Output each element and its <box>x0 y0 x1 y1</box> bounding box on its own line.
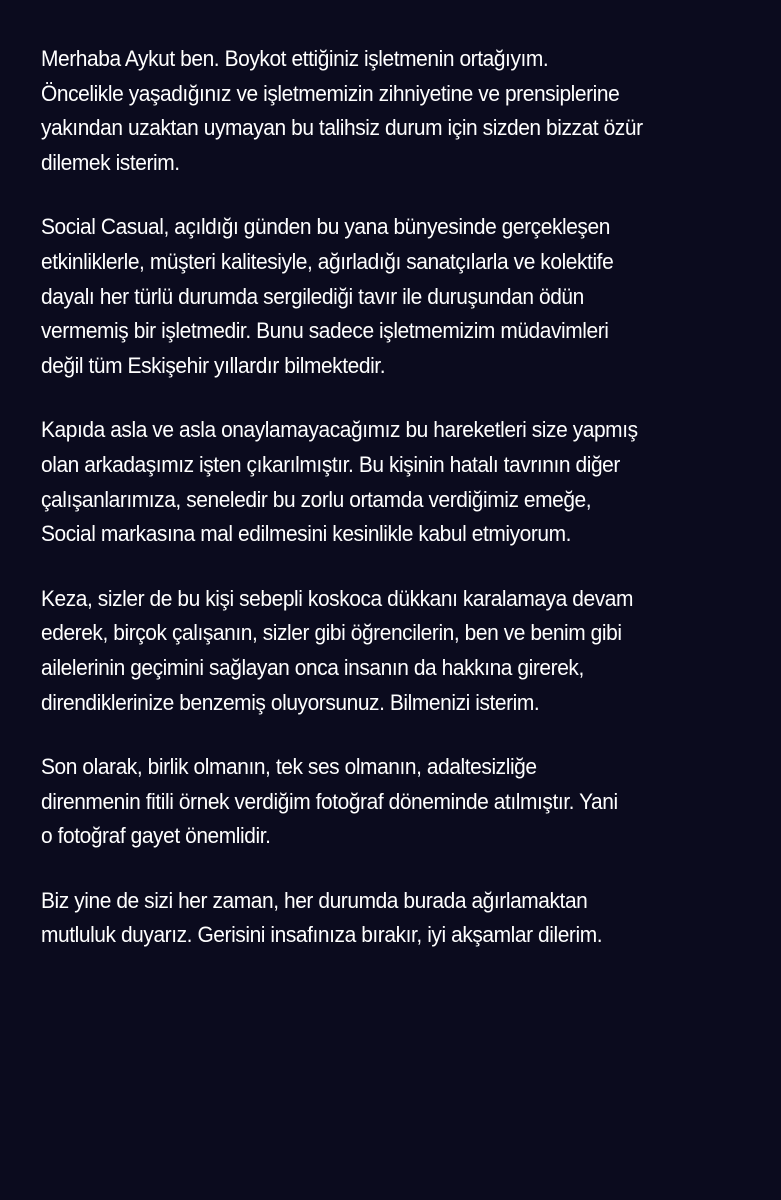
text-line: ederek, birçok çalışanın, sizler gibi öğrencilerin, ben ve benim gibi <box>41 620 622 646</box>
paragraph-intro <box>41 42 751 180</box>
text-line: Social markasına mal edilmesini kesinlikle kabul etmiyorum. <box>41 521 572 547</box>
text-line: Keza, sizler de bu kişi sebepli koskoca dükkanı karalamaya devam <box>41 585 633 611</box>
text-line: mutluluk duyarız. Gerisini insafınıza bırakır, iyi akşamlar dilerim. <box>41 922 603 948</box>
text-line: o fotoğraf gayet önemlidir. <box>41 823 271 849</box>
text-line: vermemiş bir işletmedir. Bunu sadece işletmemizim müdavimleri <box>41 318 609 344</box>
paragraph-boycott-response <box>41 582 751 720</box>
paragraph-employee-dismissed <box>41 413 751 551</box>
text-line: yakından uzaktan uymayan bu talihsiz durum için sizden bizzat özür <box>41 115 643 141</box>
text-line: çalışanlarımıza, seneledir bu zorlu ortamda verdiğimiz emeğe, <box>41 486 592 512</box>
text-line: Kapıda asla ve asla onaylamayacağımız bu hareketleri size yapmış <box>41 417 638 443</box>
text-line: olan arkadaşımız işten çıkarılmıştır. Bu kişinin hatalı tavrının diğer <box>41 451 620 477</box>
text-line: Merhaba Aykut ben. Boykot ettiğiniz işletmenin ortağıyım. <box>41 46 549 71</box>
paragraph-about-business <box>41 210 751 383</box>
text-line: Son olarak, birlik olmanın, tek ses olmanın, adaltesizliğe <box>41 754 537 780</box>
text-line: dayalı her türlü durumda sergilediği tavır ile duruşundan ödün <box>41 283 584 309</box>
text-line: direndiklerinize benzemiş oluyorsunuz. Bilmenizi isterim. <box>41 689 540 715</box>
text-line: dilemek isterim. <box>41 149 180 175</box>
paragraph-closing <box>41 884 751 953</box>
text-line: direnmenin fitili örnek verdiğim fotoğraf döneminde atılmıştır. Yani <box>41 788 618 814</box>
paragraph-photo <box>41 750 751 854</box>
text-line: ailelerinin geçimini sağlayan onca insanın da hakkına girerek, <box>41 654 584 680</box>
text-line: değil tüm Eskişehir yıllardır bilmektedir. <box>41 352 386 378</box>
text-line: Social Casual, açıldığı günden bu yana bünyesinde gerçekleşen <box>41 214 610 240</box>
text-line: Biz yine de sizi her zaman, her durumda burada ağırlamaktan <box>41 887 588 913</box>
text-line: etkinliklerle, müşteri kalitesiyle, ağırladığı sanatçılarla ve kolektife <box>41 248 614 274</box>
text-line: Öncelikle yaşadığınız ve işletmemizin zihniyetine ve prensiplerine <box>41 80 620 106</box>
